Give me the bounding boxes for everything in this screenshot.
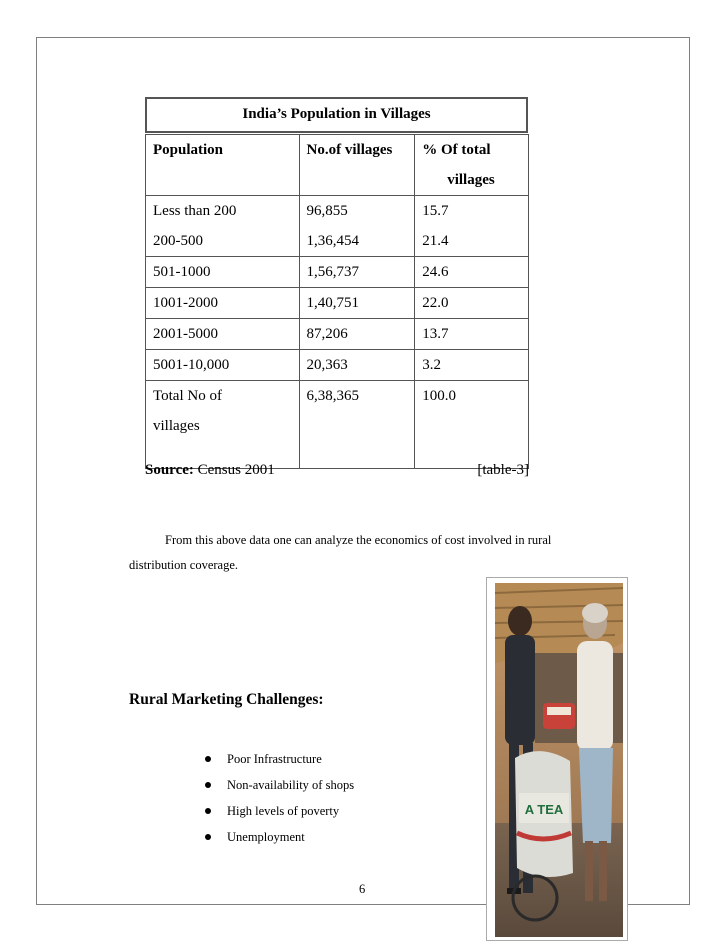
cell-villages: 1,56,737 xyxy=(299,257,415,288)
list-item-text: Non-availability of shops xyxy=(227,778,355,792)
table-reference: [table-3] xyxy=(477,462,529,478)
table-row xyxy=(146,196,529,257)
paragraph-line2: distribution coverage. xyxy=(129,558,238,572)
header-percent-line1: % Of total xyxy=(422,142,491,158)
population-table xyxy=(145,134,529,469)
cell-villages: 20,363 xyxy=(299,350,415,381)
bullet-icon xyxy=(205,834,211,840)
list-item xyxy=(205,772,354,798)
total-label-line2: villages xyxy=(153,418,200,434)
cell-percent: 24.6 xyxy=(415,257,529,288)
total-label-line1: Total No of xyxy=(153,388,222,404)
table-header-row xyxy=(146,135,529,196)
cell-villages: 87,206 xyxy=(299,319,415,350)
cell-population xyxy=(146,196,300,257)
bullet-icon xyxy=(205,782,211,788)
table-row xyxy=(146,257,529,288)
total-label xyxy=(146,381,300,469)
list-item-text: Poor Infrastructure xyxy=(227,752,322,766)
list-item-text: High levels of poverty xyxy=(227,804,340,818)
cell-percent xyxy=(415,196,529,257)
list-item-text: Unemployment xyxy=(227,830,305,844)
table-source xyxy=(145,462,529,479)
cell-percent: 13.7 xyxy=(415,319,529,350)
table-row xyxy=(146,319,529,350)
source-value: Census 2001 xyxy=(197,462,275,478)
cell-population-b: 200-500 xyxy=(153,233,203,249)
bullet-icon xyxy=(205,756,211,762)
header-population: Population xyxy=(146,135,300,196)
cell-villages: 1,40,751 xyxy=(299,288,415,319)
section-heading: Rural Marketing Challenges: xyxy=(129,691,324,708)
cell-percent: 22.0 xyxy=(415,288,529,319)
table-title: India’s Population in Villages xyxy=(145,97,528,133)
bullet-icon xyxy=(205,808,211,814)
body-paragraph xyxy=(129,528,629,578)
cell-population: 5001-10,000 xyxy=(146,350,300,381)
total-percent: 100.0 xyxy=(415,381,529,469)
table-row xyxy=(146,350,529,381)
header-percent-line2: villages xyxy=(447,172,495,188)
list-item xyxy=(205,746,354,772)
cell-villages xyxy=(299,196,415,257)
cell-percent-a: 15.7 xyxy=(422,203,449,219)
cell-population-a: Less than 200 xyxy=(153,203,237,219)
page-number: 6 xyxy=(359,882,366,896)
source-label: Source: xyxy=(145,462,194,478)
cell-population: 1001-2000 xyxy=(146,288,300,319)
rural-vendors-photo xyxy=(495,583,623,937)
table-row xyxy=(146,288,529,319)
tea-bag-label: A TEA xyxy=(524,802,564,817)
header-percent xyxy=(415,135,529,196)
cell-percent: 3.2 xyxy=(415,350,529,381)
header-villages: No.of villages xyxy=(299,135,415,196)
cell-percent-b: 21.4 xyxy=(422,233,449,249)
cell-population: 501-1000 xyxy=(146,257,300,288)
list-item xyxy=(205,824,354,850)
table-total-row xyxy=(146,381,529,469)
paragraph-line1: From this above data one can analyze the economics of cost involved in rural xyxy=(165,533,552,547)
challenges-list xyxy=(205,746,354,850)
cell-villages-a: 96,855 xyxy=(306,203,348,219)
total-villages: 6,38,365 xyxy=(299,381,415,469)
list-item xyxy=(205,798,354,824)
cell-villages-b: 1,36,454 xyxy=(306,233,360,249)
cell-population: 2001-5000 xyxy=(146,319,300,350)
